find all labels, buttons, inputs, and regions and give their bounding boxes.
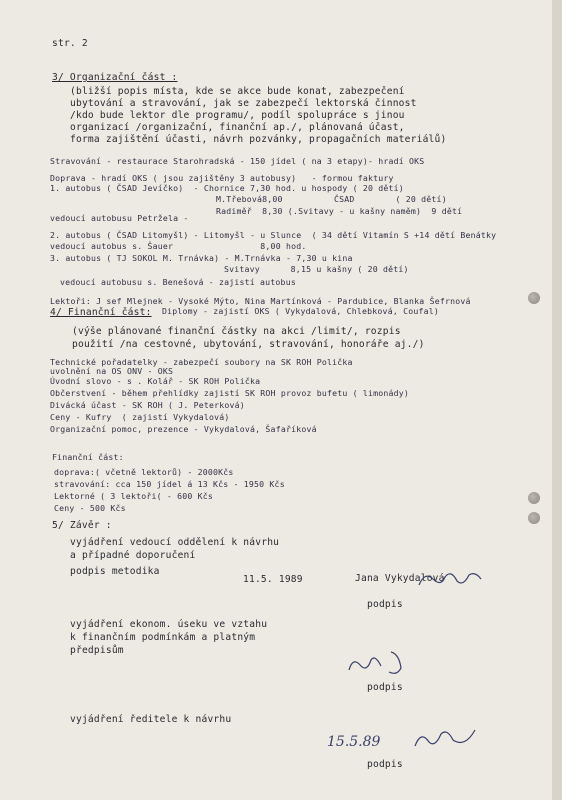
page-number: str. 2 [52,38,88,49]
section5-line: předpisům [70,645,124,656]
section3-heading: 3/ Organizační část : [52,72,178,83]
section3-desc-line: /kdo bude lektor dle programu/, podíl spolupráce s jinou [70,110,405,121]
punch-hole [528,512,540,524]
signature-ekonom [345,648,425,680]
section3-desc-line: (bližší popis místa, kde se akce bude konat, zabezpečení [70,86,405,97]
note-ceny: Ceny - Kufry ( zajistí Vykydalová) [50,412,230,422]
section5-line: a případné doporučení [70,550,196,561]
section5-line: vyjádření vedoucí oddělení k návrhu [70,537,280,548]
section5-line: k finančním podmínkám a platným [70,632,256,643]
punch-hole [528,292,540,304]
note-uvodni: Úvodní slovo - s . Kolář - SK ROH Polička [50,376,261,386]
section4-desc-line: použití /na cestovné, ubytování, stravování, honoráře aj./) [72,339,425,350]
note-lektori: Lektoři: J sef Mlejnek - Vysoké Mýto, Nina Martínková - Pardubice, Blanka Šefrnová [50,296,471,306]
podpis-label: podpis [367,599,403,610]
note-bus2-lead: vedoucí autobus s. Šauer 8,00 hod. [50,241,307,251]
note-diplomy: Diplomy - zajistí OKS ( Vykydalová, Chlebková, Coufal) [162,306,439,316]
note-bus3-b: Svitavy 8,15 u kašny ( 20 dětí) [224,264,409,274]
note-organizacni: Organizační pomoc, prezence - Vykydalová, Šafaříková [50,424,317,434]
note-bus3: 3. autobus ( TJ SOKOL M. Trnávka) - M.Trnávka - 7,30 u kina [50,253,353,263]
note-bus1: 1. autobus ( ČSAD Jevíčko) - Chornice 7,30 hod. u hospody ( 20 dětí) [50,183,404,193]
note-bus1-lead: vedoucí autobusu Petržela - [50,213,189,223]
note-divacka: Divácká účast - SK ROH ( J. Peterková) [50,400,245,410]
section5-heading: 5/ Závěr : [52,520,112,531]
podpis-label: podpis [367,759,403,770]
note-stravovani: Stravování - restaurace Starohradská - 150 jídel ( na 3 etapy)- hradí OKS [50,156,425,166]
finance-doprava: doprava:( včetně lektorů) - 2000Kčs [54,467,234,477]
note-doprava: Doprava - hradí OKS ( jsou zajištěny 3 autobusy) - formou faktury [50,173,394,183]
note-bus2: 2. autobus ( ČSAD Litomyšl) - Litomyšl - u Slunce ( 34 dětí Vitamín S +14 dětí Benátky [50,230,497,240]
note-bus1-c: Radiměř 8,30 (.Svitavy - u kašny naměm) 9 dětí [216,206,463,216]
date: 11.5. 1989 [243,574,303,585]
section3-desc-line: forma zajištění účasti, návrh pozvánky, propagačních materiálů) [70,134,447,145]
signature-reditel [325,722,485,756]
page-edge [552,0,562,800]
section4-desc-line: (výše plánované finanční částky na akci /limit/, rozpis [72,326,401,337]
finance-lektorne: Lektorné ( 3 lektoři( - 600 Kčs [54,491,214,501]
finance-heading: Finanční část: [52,452,124,462]
podpis-metodika-label: podpis metodika [70,566,160,577]
note-tech2: uvolnění na OS ONV - OKS [50,366,174,376]
note-obcerstveni: Občerstvení - během přehlídky zajistí SK ROH provoz bufetu ( limonády) [50,388,410,398]
section3-desc-line: ubytování a stravování, jak se zabezpečí lektorská činnost [70,98,417,109]
section4-heading: 4/ Finanční část: [50,307,152,318]
punch-hole [528,492,540,504]
podpis-label: podpis [367,682,403,693]
finance-stravovani: stravování: cca 150 jídel á 13 Kčs - 1950 Kčs [54,479,285,489]
finance-ceny: Ceny - 500 Kčs [54,503,126,513]
signature-vykydalova [415,565,485,595]
section5-line: vyjádření ředitele k návrhu [70,714,232,725]
section3-desc-line: organizací /organizační, finanční ap./, plánovaná účast, [70,122,405,133]
section5-line: vyjádření ekonom. úseku ve vztahu [70,619,268,630]
handwritten-date: 15.5.89 [327,734,381,750]
author-name: Jana Vykydalová [355,573,445,584]
note-bus3-lead: vedoucí autobusu s. Benešová - zajistí autobus [60,277,296,287]
note-tech: Technické pořadatelky - zabezpečí soubory na SK ROH Polička [50,357,353,367]
note-bus1-b: M.Třebová8,00 ČSAD ( 20 dětí) [216,194,447,204]
